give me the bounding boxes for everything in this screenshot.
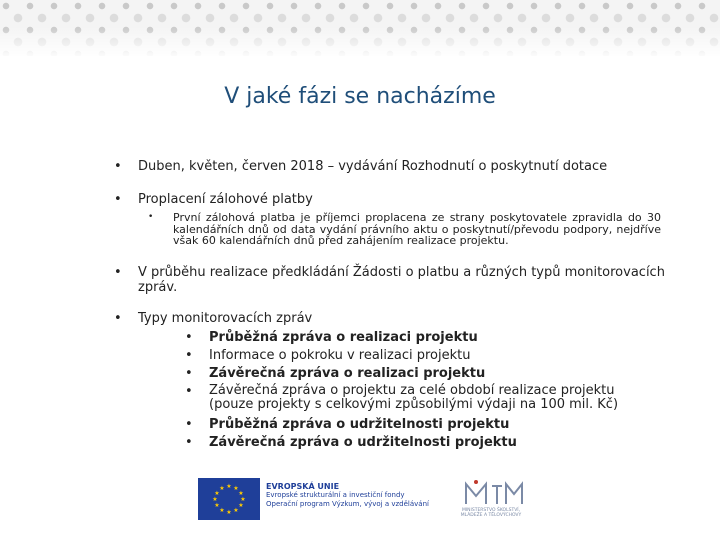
- sub-bullet-marker: •: [148, 212, 154, 222]
- report-type-2: Informace o pokroku v realizaci projektu: [209, 348, 471, 363]
- report-type-1: Průběžná zpráva o realizaci projektu: [209, 330, 478, 345]
- eu-logo-text: [266, 482, 429, 509]
- eu-title: EVROPSKÁ UNIE: [266, 482, 340, 491]
- eu-subtitle-1: Evropské strukturální a investiční fondy: [266, 491, 405, 499]
- eu-flag-icon: [198, 478, 260, 520]
- list-marker: •: [185, 348, 193, 363]
- msmt-line-1: MINISTERSTVO ŠKOLSTVÍ,: [461, 508, 521, 513]
- footer-logos: [198, 476, 528, 522]
- report-type-3: Závěrečná zpráva o realizaci projektu: [209, 366, 486, 381]
- sub-bullet-text: První zálohová platba je příjemci proplacena ze strany poskytovatele zpravidla do 30 kalendářních dnů od data vydání právního aktu o poskytnutí/převodu podpory, nejdříve však 60 kalendářních dnů před zahájením realizace projektu.: [173, 211, 661, 247]
- svg-text:★: ★: [214, 502, 220, 509]
- svg-text:★: ★: [240, 496, 246, 503]
- list-marker: •: [185, 330, 193, 345]
- svg-text:★: ★: [219, 485, 225, 492]
- svg-text:★: ★: [233, 485, 239, 492]
- report-type-4: Závěrečná zpráva o projektu za celé období realizace projektu (pouze projekty s celkovými způsobilými výdaji na 100 mil. Kč): [209, 383, 619, 412]
- msmt-logo: [458, 478, 524, 520]
- header-pattern-fade: [0, 26, 720, 58]
- bullet-marker: •: [114, 159, 122, 174]
- bullet-text-4: Typy monitorovacích zpráv: [138, 311, 313, 326]
- msmt-logo-text: [458, 508, 524, 518]
- bullet-marker: •: [114, 192, 122, 207]
- list-marker: •: [185, 366, 193, 381]
- list-marker: •: [185, 384, 193, 399]
- slide-title: V jaké fázi se nacházíme: [224, 84, 496, 109]
- svg-text:★: ★: [214, 490, 220, 497]
- list-marker: •: [185, 435, 193, 450]
- eu-subtitle-2: Operační program Výzkum, vývoj a vzdělávání: [266, 500, 429, 508]
- svg-text:★: ★: [238, 490, 244, 497]
- svg-text:★: ★: [226, 483, 232, 490]
- bullet-marker: •: [114, 311, 122, 326]
- msmt-logo-icon: [458, 478, 524, 508]
- svg-text:★: ★: [226, 509, 232, 516]
- svg-text:★: ★: [219, 507, 225, 514]
- msmt-line-2: MLÁDEŽE A TĚLOVÝCHOVY: [460, 513, 522, 518]
- svg-text:★: ★: [212, 496, 218, 503]
- report-type-5: Průběžná zpráva o udržitelnosti projektu: [209, 417, 510, 432]
- report-type-6: Závěrečná zpráva o udržitelnosti projektu: [209, 435, 517, 450]
- bullet-marker: •: [114, 265, 122, 280]
- bullet-text-2: Proplacení zálohové platby: [138, 192, 313, 207]
- svg-text:★: ★: [238, 502, 244, 509]
- bullet-text-3: V průběhu realizace předkládání Žádosti o platbu a různých typů monitorovacích zpráv.: [138, 265, 665, 295]
- bullet-text-1: Duben, květen, červen 2018 – vydávání Rozhodnutí o poskytnutí dotace: [138, 159, 608, 174]
- list-marker: •: [185, 417, 193, 432]
- svg-text:★: ★: [233, 507, 239, 514]
